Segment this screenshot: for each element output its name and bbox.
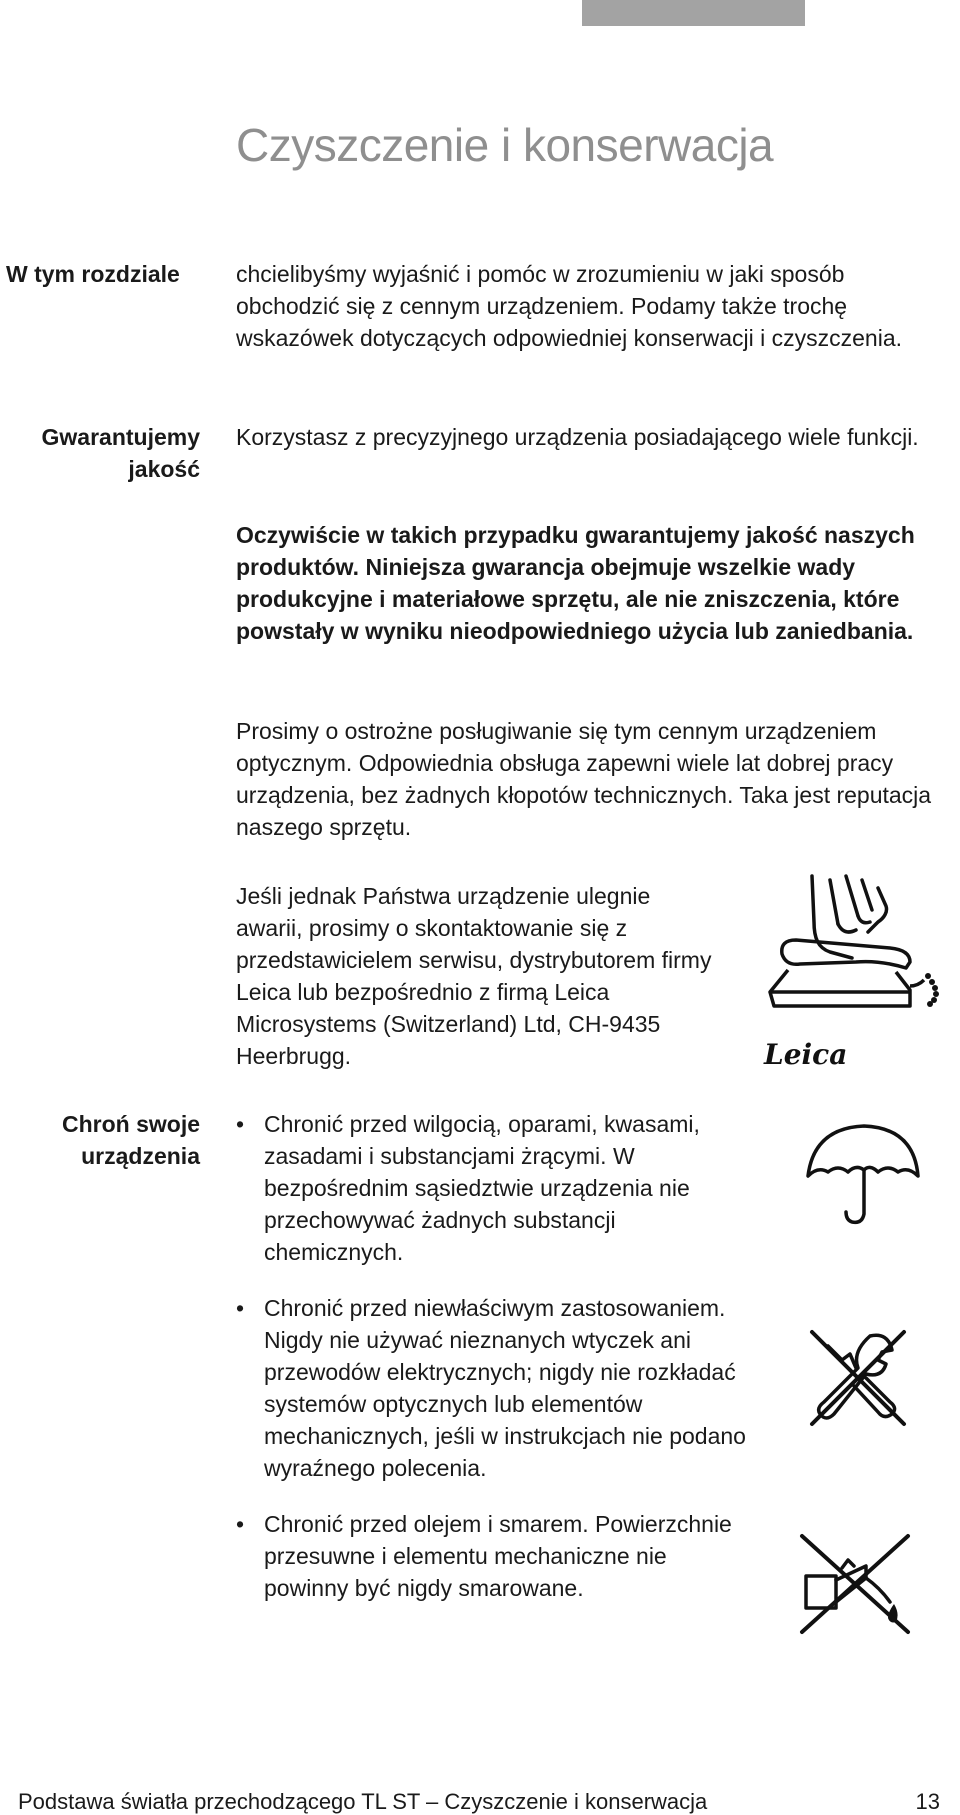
bullet-marker: •	[236, 1295, 245, 1321]
list-item	[236, 1292, 756, 1484]
crossed-oil-can-icon	[796, 1532, 914, 1636]
section-label-protect-line1: Chroń swoje	[61, 1111, 200, 1137]
section-label-protect	[0, 1108, 200, 1172]
list-item-text: Chronić przed olejem i smarem. Powierzchnie przesuwne i elementu mechaniczne nie powinny być nigdy smarowane.	[264, 1511, 732, 1601]
footer-text: Podstawa światła przechodzącego TL ST – Czyszczenie i konserwacja	[18, 1789, 708, 1814]
warranty-text: Oczywiście w takich przypadku gwarantujemy jakość naszych produktów. Niniejsza gwarancja obejmuje wszelkie wady produkcyjne i materiałowe sprzętu, ale nie zniszczenia, które powstały w wyniku nieodpowiedniego użycia lub zaniedbania.	[236, 522, 915, 644]
care-text: Prosimy o ostrożne posługiwanie się tym cennym urządzeniem optycznym. Odpowiednia obsługa zapewni wiele lat dobrej pracy urządzenia, bez żadnych kłopotów technicznych. Taka jest reputacja naszego sprzętu.	[236, 718, 932, 840]
contact-text: Jeśli jednak Państwa urządzenie ulegnie awarii, prosimy o skontaktowanie się z przedstawicielem serwisu, dystrybutorem firmy Leica lub bezpośrednio z firmą Leica Microsystems (Switzerland) Ltd, CH-9435 Heerbrugg.	[236, 883, 712, 1069]
list-item-text: Chronić przed niewłaściwym zastosowaniem. Nigdy nie używać nieznanych wtyczek ani przewodów elektrycznych; nigdy nie rozkładać systemów optycznych lub elementów mechanicznych, jeśli w instrukcjach nie podano wyraźnego polecenia.	[264, 1295, 746, 1481]
telephone-icon	[760, 936, 946, 1008]
section-label-chapter: W tym rozdziale	[6, 261, 180, 287]
quality-text: Korzystasz z precyzyjnego urządzenia posiadającego wiele funkcji.	[236, 424, 919, 450]
list-item-text: Chronić przed wilgocią, oparami, kwasami, zasadami i substancjami żrącymi. W bezpośrednim sąsiedztwie urządzenia nie przechowywać żadnych substancji chemicznych.	[264, 1111, 700, 1265]
list-item	[236, 1108, 756, 1268]
section-label-quality-line2: jakość	[128, 456, 200, 482]
bullet-marker: •	[236, 1511, 245, 1537]
crossed-tools-icon	[808, 1328, 908, 1428]
section-label-quality	[0, 421, 200, 485]
page-number: 13	[915, 1789, 940, 1814]
page-title: Czyszczenie i konserwacja	[236, 119, 774, 171]
bullet-marker: •	[236, 1111, 245, 1137]
list-item	[236, 1508, 756, 1604]
section-label-protect-line2: urządzenia	[81, 1143, 200, 1169]
header-tab-bar	[582, 0, 805, 26]
leica-logo: Leica	[764, 1038, 848, 1071]
protection-list	[236, 1108, 756, 1604]
umbrella-icon	[804, 1120, 922, 1226]
section-label-quality-line1: Gwarantujemy	[41, 424, 200, 450]
chapter-text: chcielibyśmy wyjaśnić i pomóc w zrozumieniu w jaki sposób obchodzić się z cennym urządzeniem. Podamy także trochę wskazówek dotyczących odpowiedniej konserwacji i czyszczenia.	[236, 261, 903, 351]
